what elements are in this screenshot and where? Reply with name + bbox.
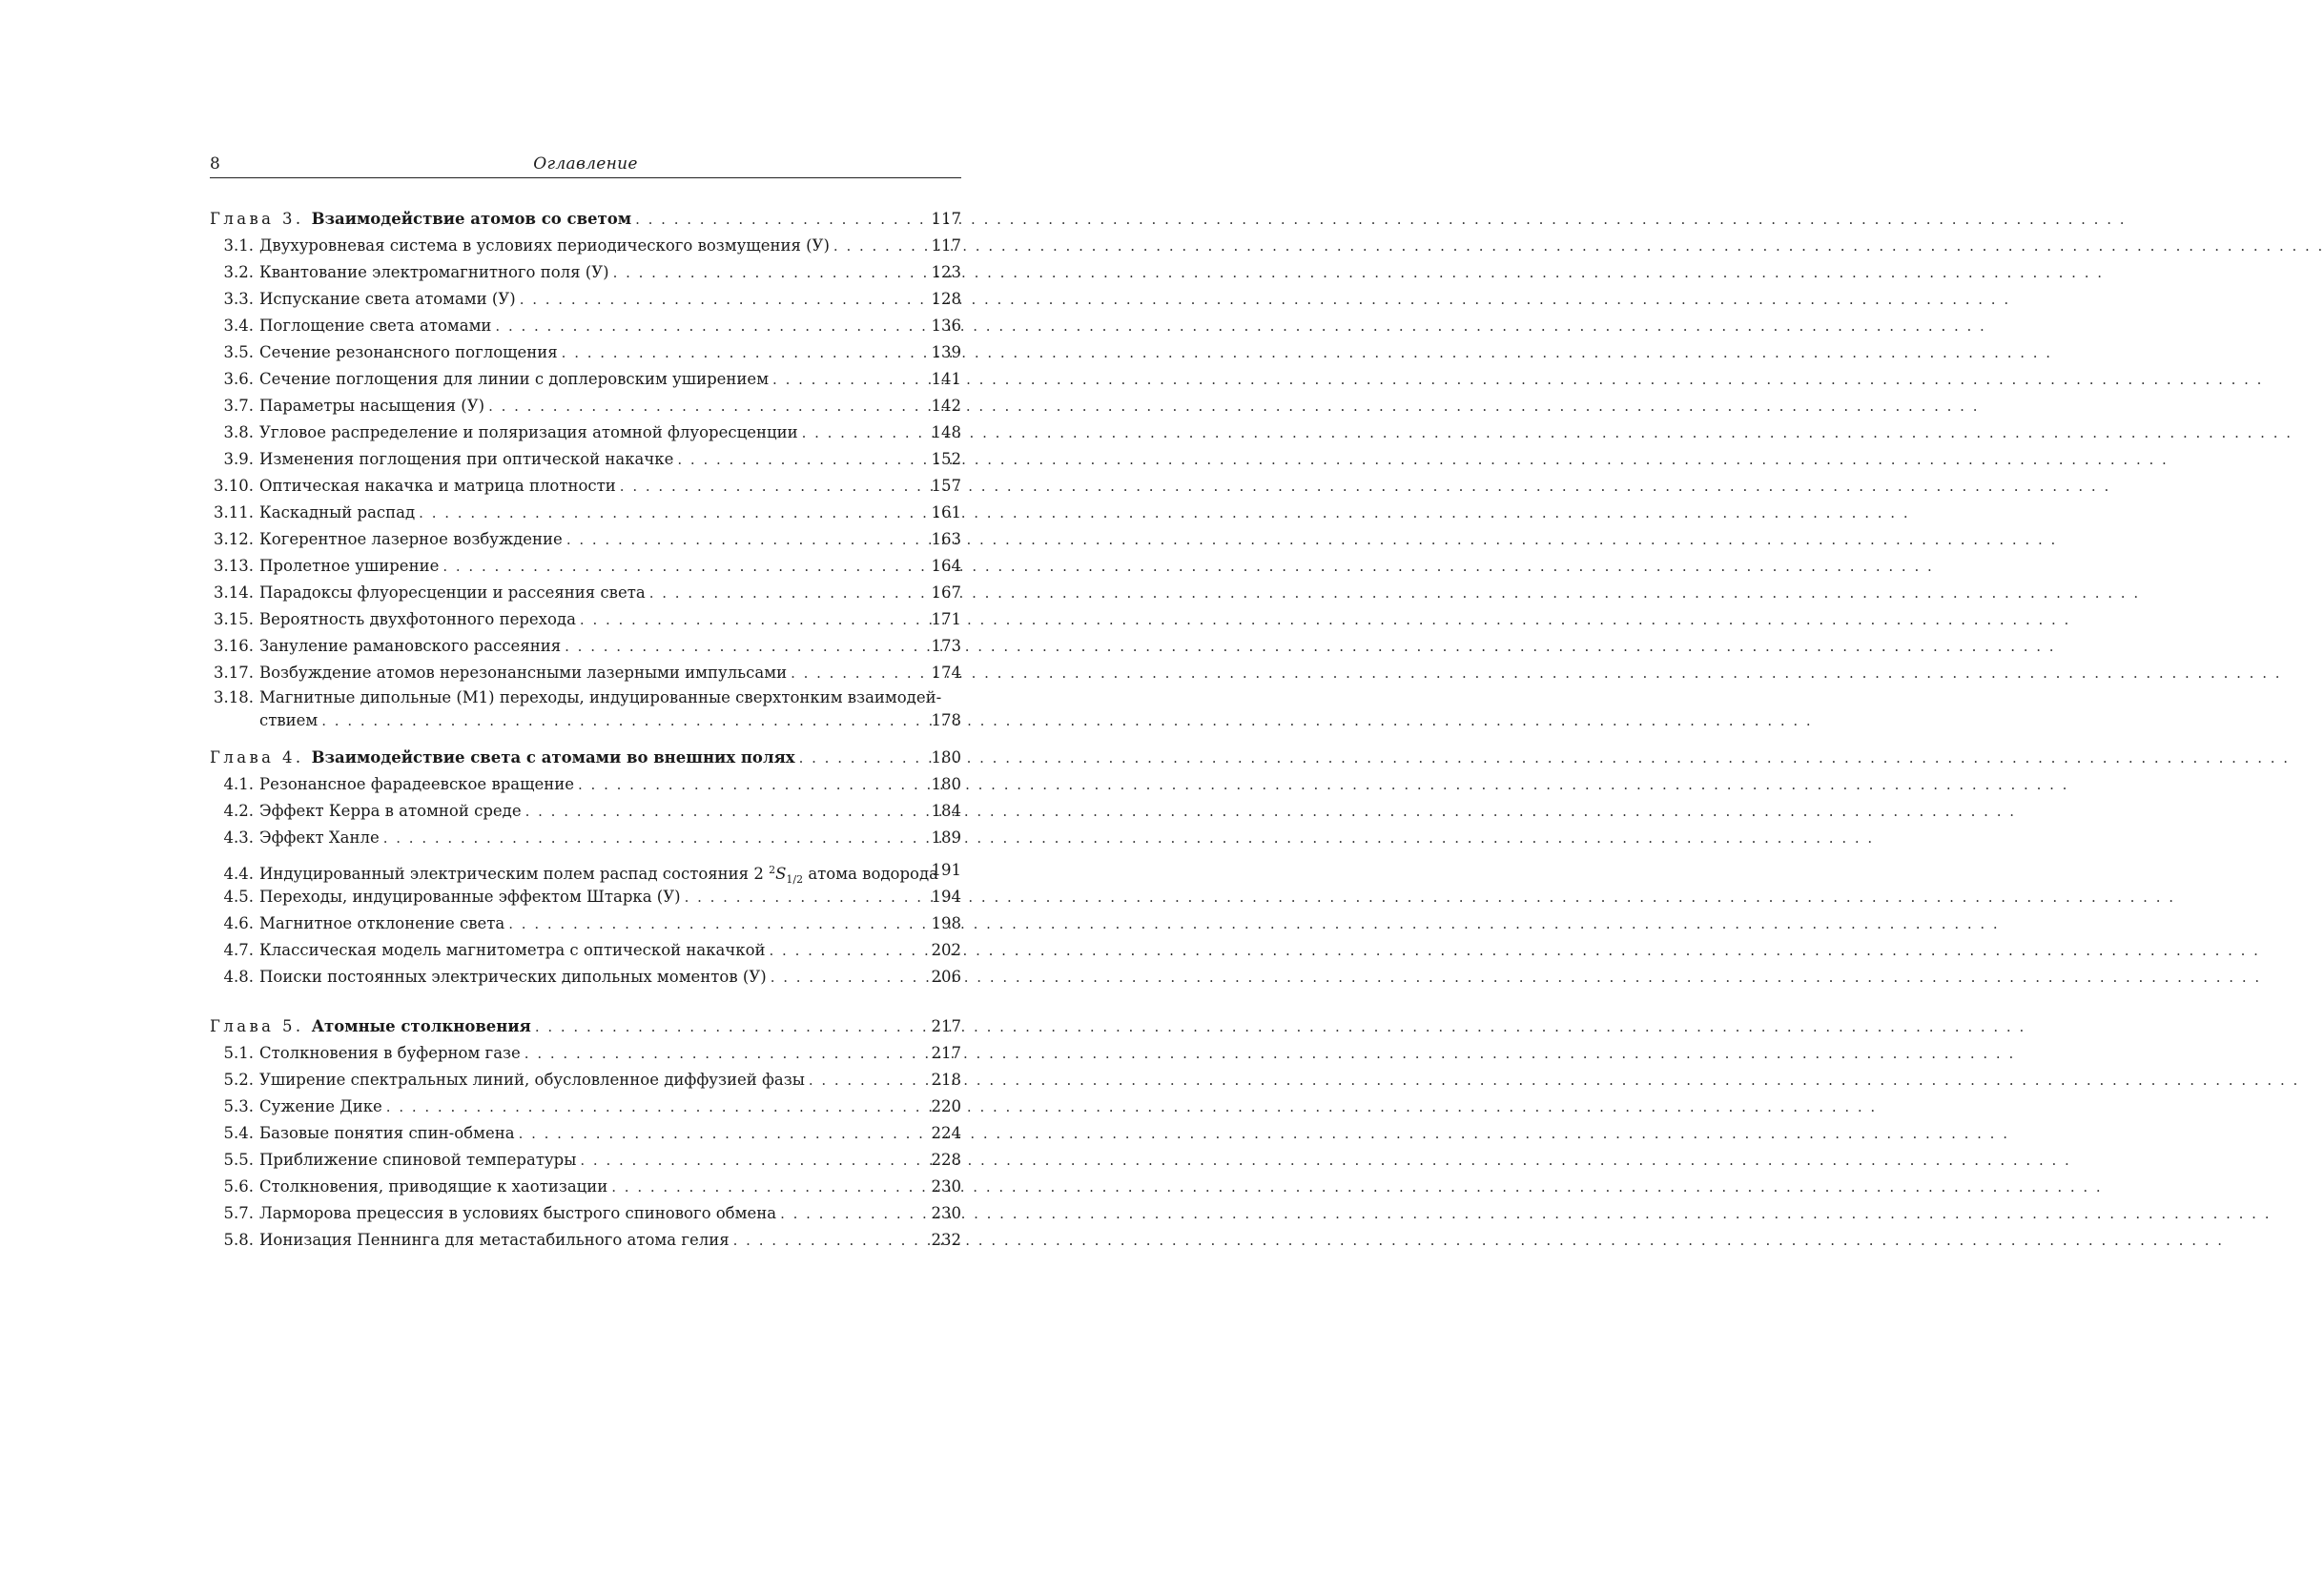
section-number: 3.1. <box>223 236 254 255</box>
section-number: 4.3. <box>223 828 254 847</box>
section-title: Параметры насыщения (У) <box>259 397 485 415</box>
section-title: Ионизация Пеннинга для метастабильного атома гелия <box>259 1231 730 1249</box>
toc-entry[interactable] <box>210 339 961 366</box>
section-page: 178 <box>931 711 961 729</box>
section-number: 5.6. <box>223 1177 254 1196</box>
toc-entry[interactable] <box>210 1120 961 1147</box>
section-page: 224 <box>931 1124 961 1142</box>
section-number: 3.7. <box>223 397 254 415</box>
chapter-5 <box>210 1013 961 1254</box>
section-title-line1: Магнитные дипольные (M1) переходы, индуцированные сверхтонким взаимодей- <box>259 688 942 706</box>
section-number: 3.18. <box>214 688 254 706</box>
leader-dots <box>770 937 2260 964</box>
section-title: Зануление рамановского рассеяния <box>259 637 562 655</box>
chapter-title: Взаимодействие атомов со светом <box>311 210 632 228</box>
toc-entry[interactable] <box>210 553 961 580</box>
section-number: 4.2. <box>223 802 254 820</box>
toc-entry[interactable] <box>210 259 961 286</box>
leader-dots <box>488 393 1979 419</box>
section-title: Квантование электромагнитного поля (У) <box>259 263 609 281</box>
leader-dots <box>833 233 2324 259</box>
toc-entry[interactable] <box>210 910 961 937</box>
leader-dots <box>562 339 2052 366</box>
section-title: Сужение Дике <box>259 1097 382 1115</box>
section-number: 3.10. <box>214 477 254 495</box>
toc-entry[interactable] <box>210 1147 961 1174</box>
section-page: 198 <box>931 914 961 932</box>
section-title: Изменения поглощения при оптической накачке <box>259 450 674 468</box>
section-page: 180 <box>931 775 961 793</box>
section-title: Возбуждение атомов нерезонансными лазерными импульсами <box>259 664 788 682</box>
leader-dots <box>578 771 2068 798</box>
leader-dots <box>442 553 1933 580</box>
leader-dots <box>580 606 2070 633</box>
section-title-line2: ствием <box>259 711 319 729</box>
page-number: 8 <box>210 154 220 174</box>
section-title-before: Индуцированный электрическим полем распад состояния 2 <box>259 865 764 883</box>
leader-dots <box>677 446 2168 473</box>
leader-dots <box>495 313 1985 339</box>
toc-entry[interactable] <box>210 825 961 851</box>
section-title: Оптическая накачка и матрица плотности <box>259 477 616 495</box>
section-title: Эффект Керра в атомной среде <box>259 802 522 820</box>
toc-entry[interactable] <box>210 1200 961 1227</box>
leader-dots <box>809 1067 2299 1094</box>
section-title: Угловое распределение и поляризация атомной флуоресценции <box>259 423 798 441</box>
toc-entry[interactable] <box>210 606 961 633</box>
formula-subscript: 1/2 <box>786 873 804 886</box>
section-title: Двухуровневая система в условиях периодического возмущения (У) <box>259 236 830 255</box>
section-number: 4.8. <box>223 968 254 986</box>
section-number: 5.4. <box>223 1124 254 1142</box>
leader-dots <box>613 259 2104 286</box>
section-title: Каскадный распад <box>259 503 416 521</box>
leader-dots <box>566 526 2057 553</box>
chapter-prefix: Глава 3. <box>210 210 304 228</box>
section-page: 184 <box>931 802 961 820</box>
section-title: Столкновения в буферном газе <box>259 1044 521 1062</box>
section-number: 3.2. <box>223 263 254 281</box>
leader-dots <box>649 580 2140 606</box>
toc-entry[interactable] <box>210 393 961 419</box>
toc-entry[interactable] <box>210 233 961 259</box>
toc-entry[interactable] <box>210 633 961 660</box>
leader-dots <box>508 910 1999 937</box>
section-title: Столкновения, приводящие к хаотизации <box>259 1177 608 1196</box>
section-number: 3.8. <box>223 423 254 441</box>
section-page: 194 <box>931 888 961 906</box>
section-page: 128 <box>931 290 961 308</box>
section-page: 174 <box>931 664 961 682</box>
section-number: 4.7. <box>223 941 254 959</box>
section-number: 3.9. <box>223 450 254 468</box>
section-number: 3.3. <box>223 290 254 308</box>
leader-dots <box>791 660 2281 686</box>
section-title: Переходы, индуцированные эффектом Штарка (У) <box>259 888 681 906</box>
toc-entry[interactable] <box>210 500 961 526</box>
leader-dots <box>383 825 1874 851</box>
toc-entry[interactable] <box>210 366 961 393</box>
section-number: 3.6. <box>223 370 254 388</box>
section-title: Базовые понятия спин-обмена <box>259 1124 515 1142</box>
section-number: 5.3. <box>223 1097 254 1115</box>
section-number: 4.4. <box>223 865 254 883</box>
leader-dots <box>565 633 2055 660</box>
section-page: 117 <box>931 236 961 255</box>
section-number: 3.14. <box>214 583 254 602</box>
section-title: Магнитное отклонение света <box>259 914 505 932</box>
leader-dots <box>519 1120 2009 1147</box>
leader-dots <box>771 964 2261 991</box>
section-page: 167 <box>931 583 961 602</box>
section-number: 3.15. <box>214 610 254 628</box>
toc-entry[interactable] <box>210 446 961 473</box>
formula-superscript: 2 <box>769 864 776 876</box>
section-page: 202 <box>931 941 961 959</box>
leader-dots <box>321 707 1812 734</box>
chapter-page: 217 <box>931 1017 961 1035</box>
section-title: Вероятность двухфотонного перехода <box>259 610 576 628</box>
chapter-prefix: Глава 5. <box>210 1017 304 1035</box>
section-page: 218 <box>931 1071 961 1089</box>
toc-entry[interactable] <box>210 1174 961 1200</box>
chapter-heading[interactable] <box>210 206 961 233</box>
toc-page <box>210 0 961 1574</box>
leader-dots <box>685 884 2175 910</box>
section-page: 123 <box>931 263 961 281</box>
chapter-page: 117 <box>931 210 961 228</box>
toc-entry[interactable] <box>210 580 961 606</box>
toc-entry[interactable] <box>210 1227 961 1254</box>
section-title: Поиски постоянных электрических дипольных моментов (У) <box>259 968 767 986</box>
header-title: Оглавление <box>533 154 638 174</box>
toc-entry[interactable] <box>210 313 961 339</box>
toc-entry[interactable] <box>210 964 961 991</box>
toc-entry[interactable] <box>210 884 961 910</box>
section-title: Парадоксы флуоресценции и рассеяния света <box>259 583 646 602</box>
section-page: 171 <box>931 610 961 628</box>
toc-entry-multiline[interactable] <box>210 686 961 734</box>
leader-dots <box>419 500 1909 526</box>
chapter-title: Атомные столкновения <box>311 1017 531 1035</box>
section-title: Приближение спиновой температуры <box>259 1151 577 1169</box>
section-number: 3.11. <box>214 503 254 521</box>
section-page: 142 <box>931 397 961 415</box>
section-page: 206 <box>931 968 961 986</box>
section-page: 141 <box>931 370 961 388</box>
running-header <box>210 153 961 178</box>
section-page: 136 <box>931 317 961 335</box>
section-page: 164 <box>931 557 961 575</box>
section-page: 148 <box>931 423 961 441</box>
toc-entry[interactable] <box>210 1094 961 1120</box>
chapter-heading[interactable] <box>210 745 961 771</box>
leader-dots <box>772 366 2263 393</box>
section-page: 232 <box>931 1231 961 1249</box>
section-title: Сечение резонансного поглощения <box>259 343 558 361</box>
section-page: 191 <box>931 861 961 879</box>
section-title: Поглощение света атомами <box>259 317 492 335</box>
toc-entry[interactable] <box>210 526 961 553</box>
section-title: Уширение спектральных линий, обусловленное диффузией фазы <box>259 1071 805 1089</box>
section-title: Когерентное лазерное возбуждение <box>259 530 563 548</box>
leader-dots <box>580 1147 2070 1174</box>
leader-dots <box>520 286 2010 313</box>
leader-dots <box>620 473 2110 500</box>
toc-entry[interactable] <box>210 473 961 500</box>
section-page: 217 <box>931 1044 961 1062</box>
chapter-page: 180 <box>931 748 961 767</box>
toc-entry[interactable] <box>210 660 961 686</box>
toc-entry[interactable] <box>210 1040 961 1067</box>
leader-dots <box>780 1200 2271 1227</box>
section-title: Сечение поглощения для линии с доплеровским уширением <box>259 370 770 388</box>
section-page: 220 <box>931 1097 961 1115</box>
section-title: Испускание света атомами (У) <box>259 290 516 308</box>
section-title: Резонансное фарадеевское вращение <box>259 775 574 793</box>
toc-entry-formula[interactable] <box>210 857 961 884</box>
toc-entry[interactable] <box>210 1067 961 1094</box>
section-title: Эффект Ханле <box>259 828 380 847</box>
section-number: 5.2. <box>223 1071 254 1089</box>
section-number: 5.8. <box>223 1231 254 1249</box>
toc-entry[interactable] <box>210 798 961 825</box>
section-number: 3.13. <box>214 557 254 575</box>
section-number: 3.16. <box>214 637 254 655</box>
leader-dots <box>524 1040 2015 1067</box>
leader-dots <box>802 419 2293 446</box>
section-page: 189 <box>931 828 961 847</box>
section-page: 152 <box>931 450 961 468</box>
section-title: Пролетное уширение <box>259 557 440 575</box>
chapter-3 <box>210 206 961 734</box>
section-page: 139 <box>931 343 961 361</box>
section-number: 4.5. <box>223 888 254 906</box>
section-page: 228 <box>931 1151 961 1169</box>
section-title: Классическая модель магнитометра с оптической накачкой <box>259 941 766 959</box>
toc-entry[interactable] <box>210 937 961 964</box>
section-number: 4.1. <box>223 775 254 793</box>
section-number: 5.1. <box>223 1044 254 1062</box>
leader-dots <box>799 745 2290 771</box>
leader-dots <box>611 1174 2102 1200</box>
section-page: 157 <box>931 477 961 495</box>
chapter-prefix: Глава 4. <box>210 748 304 767</box>
section-number: 5.7. <box>223 1204 254 1222</box>
chapter-title: Взаимодействие света с атомами во внешних полях <box>311 748 795 767</box>
chapter-heading[interactable] <box>210 1013 961 1040</box>
section-number: 5.5. <box>223 1151 254 1169</box>
section-page: 163 <box>931 530 961 548</box>
leader-dots <box>635 206 2126 233</box>
formula-symbol: S <box>775 865 787 883</box>
chapter-4 <box>210 745 961 991</box>
section-page: 161 <box>931 503 961 521</box>
section-title-after: атома водорода <box>808 865 938 883</box>
toc-entry[interactable] <box>210 771 961 798</box>
toc-entry[interactable] <box>210 286 961 313</box>
section-page: 230 <box>931 1204 961 1222</box>
section-number: 3.5. <box>223 343 254 361</box>
section-number: 4.6. <box>223 914 254 932</box>
section-page: 230 <box>931 1177 961 1196</box>
leader-dots <box>386 1094 1877 1120</box>
section-title: Ларморова прецессия в условиях быстрого спинового обмена <box>259 1204 777 1222</box>
section-number: 3.12. <box>214 530 254 548</box>
section-number: 3.17. <box>214 664 254 682</box>
section-number: 3.4. <box>223 317 254 335</box>
leader-dots <box>535 1013 2026 1040</box>
section-page: 173 <box>931 637 961 655</box>
leader-dots <box>525 798 2016 825</box>
toc-entry[interactable] <box>210 419 961 446</box>
